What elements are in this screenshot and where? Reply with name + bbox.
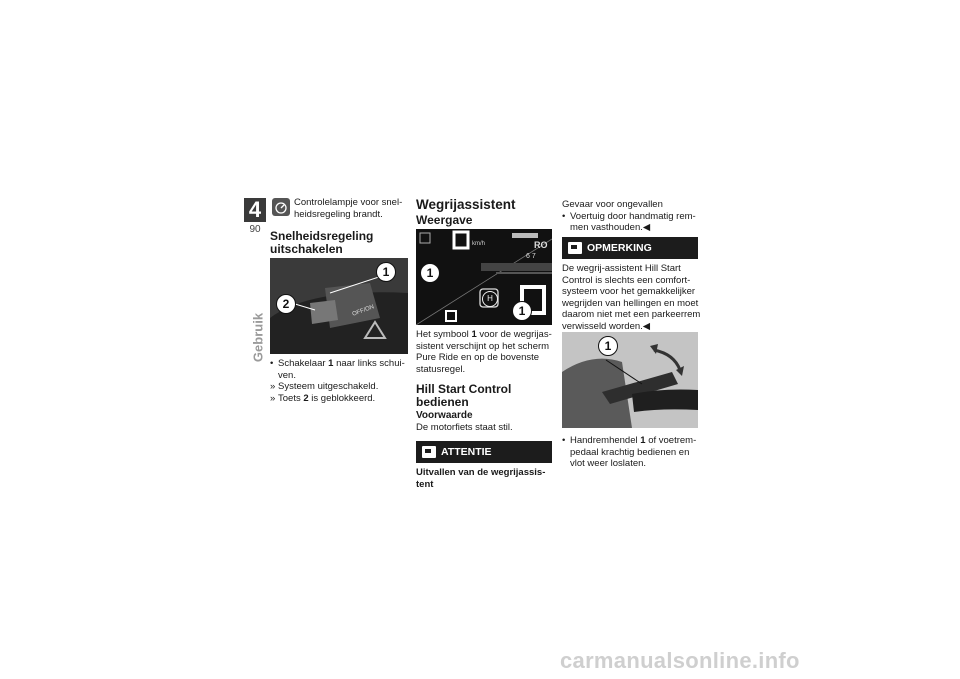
section-label: Gebruik (250, 312, 266, 363)
ride-mode: RO (534, 240, 548, 250)
brake-lever-photo (562, 332, 698, 428)
note-text: systeem voor het gemakkelijker (562, 286, 696, 297)
note-text: Control is slechts een comfort- (562, 274, 691, 286)
attentie-text: Uitvallen van de wegrijassis- (416, 467, 546, 478)
callout-2: 2 (276, 294, 296, 314)
voorwaarde-text: De motorfiets staat stil. (416, 422, 513, 433)
switch-photo (270, 258, 408, 354)
result-item: » Systeem uitgeschakeld. (270, 381, 410, 393)
step-item-cont: pedaal krachtig bedienen en (570, 446, 690, 458)
symbol-text: Pure Ride en op de bovenste (416, 352, 540, 363)
symbol-text: statusregel. (416, 363, 466, 375)
bullet-item: • Voertuig door handmatig rem- (562, 211, 702, 223)
indicator-text: Controlelampje voor snel- (294, 197, 403, 208)
step-item: • Schakelaar 1 naar links schui- (270, 358, 410, 370)
cruise-indicator-icon (272, 198, 290, 216)
note-text: verwisseld worden.◀ (562, 320, 651, 332)
callout-1: 1 (512, 301, 532, 321)
note-text: daarom niet met een parkeerrem (562, 309, 701, 320)
heading-hill-start: bedienen (416, 395, 469, 409)
step-item-cont: ven. (278, 369, 296, 381)
step-item-cont: vlot weer loslaten. (570, 458, 647, 469)
symbol-text: Het symbool 1 voor de wegrijas- (416, 329, 552, 340)
note-text: wegrijden van hellingen en moet (562, 297, 699, 309)
attentie-banner: ATTENTIE (416, 441, 552, 463)
heading-cruise-off: Snelheidsregeling (270, 229, 374, 243)
result-item: » Toets 2 is geblokkeerd. (270, 393, 410, 405)
bullet-item-cont: men vasthouden.◀ (570, 222, 651, 233)
chapter-number: 4 (244, 198, 266, 222)
hill-start-icon: H (482, 291, 498, 307)
symbol-text: sistent verschijnt op het scherm (416, 340, 550, 352)
dashboard-display (416, 229, 552, 325)
heading-voorwaarde: Voorwaarde (416, 410, 473, 421)
opmerking-banner: OPMERKING (562, 237, 698, 259)
photo-label: OFF/ON (351, 304, 376, 318)
heading-hill-start: Hill Start Control (416, 382, 512, 396)
danger-text: Gevaar voor ongevallen (562, 199, 663, 210)
callout-1: 1 (420, 263, 440, 283)
callout-1: 1 (598, 336, 618, 356)
heading-cruise-off: uitschakelen (270, 242, 343, 256)
page-number: 90 (249, 224, 261, 235)
gear-indicator: 6 7 (526, 253, 536, 260)
step-item: • Handremhendel 1 of voetrem- (562, 435, 702, 447)
note-hand-icon (568, 242, 582, 254)
indicator-text: heidsregeling brandt. (294, 208, 383, 220)
callout-1: 1 (376, 262, 396, 282)
attentie-text: tent (416, 478, 434, 490)
note-text: De wegrij-assistent Hill Start (562, 263, 681, 274)
speed-unit: km/h (472, 241, 486, 247)
warning-hand-icon (422, 446, 436, 458)
watermark: carmanualsonline.info (560, 648, 800, 673)
heading-wegrijassistent: Wegrijassistent (416, 197, 516, 212)
heading-weergave: Weergave (416, 213, 473, 227)
